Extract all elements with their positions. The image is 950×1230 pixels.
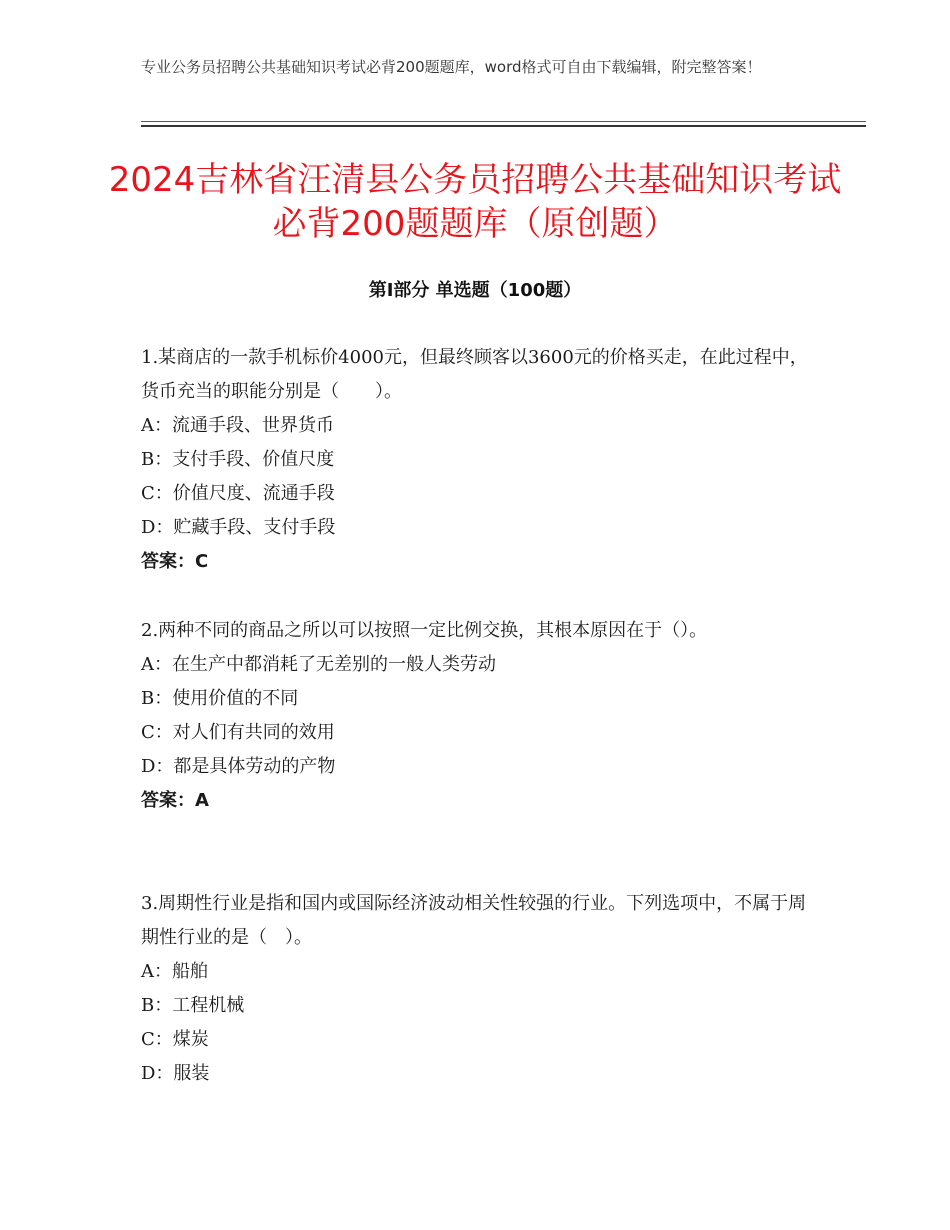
question-stem: 3.周期性行业是指和国内或国际经济波动相关性较强的行业。下列选项中，不属于周期性行业的是（ ）。 — [141, 893, 807, 948]
question-3 — [141, 887, 821, 1091]
option-a: A：流通手段、世界货币 — [141, 415, 334, 436]
question-stem: 1.某商店的一款手机标价4000元，但最终顾客以3600元的价格买走，在此过程中，货币充当的职能分别是（ ）。 — [141, 347, 808, 402]
answer: 答案：A — [141, 790, 209, 811]
question-stem: 2.两种不同的商品之所以可以按照一定比例交换，其根本原因在于（）。 — [141, 620, 708, 641]
option-d: D：服装 — [141, 1063, 210, 1084]
option-d: D：都是具体劳动的产物 — [141, 756, 336, 777]
section-title: 第Ⅰ部分 单选题（100题） — [368, 280, 582, 301]
option-c: C：价值尺度、流通手段 — [141, 483, 335, 504]
option-d: D：贮藏手段、支付手段 — [141, 517, 336, 538]
option-b: B：工程机械 — [141, 995, 245, 1016]
document-title: 2024吉林省汪清县公务员招聘公共基础知识考试必背200题题库（原创题） — [108, 160, 842, 244]
option-b: B：支付手段、价值尺度 — [141, 449, 335, 470]
option-a: A：在生产中都消耗了无差别的一般人类劳动 — [141, 654, 496, 675]
option-a: A：船舶 — [141, 961, 208, 982]
question-1 — [141, 341, 821, 579]
question-2 — [141, 614, 821, 818]
header-divider — [141, 121, 866, 122]
header-note: 专业公务员招聘公共基础知识考试必背200题题库，word格式可自由下载编辑，附完整答案！ — [141, 58, 762, 76]
header-divider-thick — [141, 125, 866, 127]
option-c: C：煤炭 — [141, 1029, 209, 1050]
answer: 答案：C — [141, 551, 209, 572]
option-c: C：对人们有共同的效用 — [141, 722, 335, 743]
option-b: B：使用价值的不同 — [141, 688, 299, 709]
